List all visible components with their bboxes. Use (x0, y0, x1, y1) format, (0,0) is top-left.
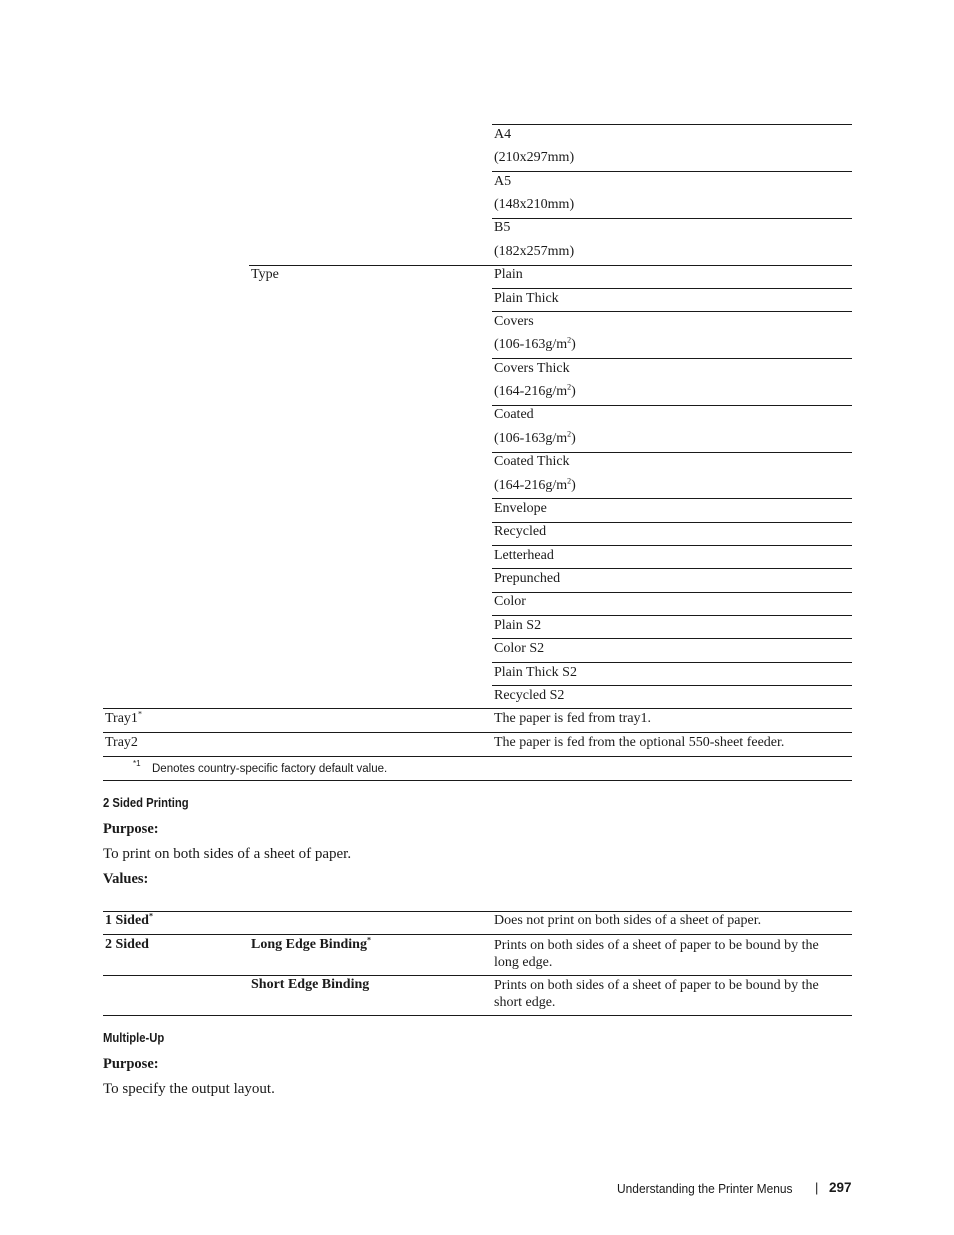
type-coated: Coated (494, 407, 534, 422)
table-rule (103, 756, 852, 757)
option-short-edge-desc: Prints on both sides of a sheet of paper to be bound by the short edge. (494, 978, 819, 1010)
type-color-s2: Color S2 (494, 641, 545, 656)
type-plain-thick: Plain Thick (494, 291, 559, 306)
table-rule (103, 1015, 852, 1016)
table-rule (103, 934, 852, 935)
tray1-label: Tray1* (105, 709, 142, 726)
footnote-text: Denotes country-specific factory default value. (152, 763, 388, 775)
type-coated-weight: $(106-163g/m^2)$ (494, 429, 576, 446)
tray2-label: Tray2 (105, 735, 138, 750)
size-a5-name: A5 (494, 174, 512, 189)
table-rule (492, 522, 852, 523)
type-label: Type (251, 267, 279, 282)
type-recycled: Recycled (494, 524, 547, 539)
option-2-sided: 2 Sided (105, 937, 149, 952)
size-b5-name: B5 (494, 220, 511, 235)
table-rule (492, 615, 852, 616)
table-rule (492, 288, 852, 289)
table-rule (492, 568, 852, 569)
type-color: Color (494, 594, 526, 609)
option-long-edge-desc: Prints on both sides of a sheet of paper to be bound by the long edge. (494, 938, 819, 970)
type-coated-thick: Coated Thick (494, 454, 570, 469)
option-short-edge-binding: Short Edge Binding (251, 977, 370, 992)
type-plain-thick-s2: Plain Thick S2 (494, 665, 577, 680)
table-rule (492, 685, 852, 686)
option-long-edge-binding: Long Edge Binding* (251, 935, 371, 952)
table-rule (103, 975, 852, 976)
type-plain: Plain (494, 267, 523, 282)
table-rule (492, 218, 852, 219)
size-a4-name: A4 (494, 127, 512, 142)
type-covers-thick-weight: $(164-216g/m^2)$ (494, 382, 576, 399)
table-rule (492, 452, 852, 453)
type-coated-thick-weight: $(164-216g/m^2)$ (494, 476, 576, 493)
table-rule (492, 124, 852, 125)
purpose-text: To print on both sides of a sheet of paper. (103, 846, 352, 862)
purpose-label: Purpose: (103, 1056, 159, 1072)
type-prepunched: Prepunched (494, 571, 561, 586)
footnote-marker: *1 (133, 759, 141, 768)
table-rule (103, 911, 852, 912)
option-1-sided: 1 Sided* (105, 911, 153, 928)
table-rule (492, 358, 852, 359)
tray2-desc: The paper is fed from the optional 550-sheet feeder. (494, 735, 785, 750)
tray1-desc: The paper is fed from tray1. (494, 711, 652, 726)
type-envelope: Envelope (494, 501, 547, 516)
size-a4-dims: (210x297mm) (494, 150, 575, 165)
section-heading-2-sided: 2 Sided Printing (103, 796, 189, 810)
table-rule (492, 498, 852, 499)
purpose-label: Purpose: (103, 821, 159, 837)
type-covers-weight: $(106-163g/m^2)$ (494, 335, 576, 352)
type-covers: Covers (494, 314, 534, 329)
size-b5-dims: (182x257mm) (494, 244, 575, 259)
type-recycled-s2: Recycled S2 (494, 688, 565, 703)
table-rule (103, 780, 852, 781)
values-label: Values: (103, 871, 149, 887)
table-rule (492, 171, 852, 172)
type-letterhead: Letterhead (494, 548, 554, 563)
table-rule (492, 638, 852, 639)
table-rule (249, 265, 852, 266)
page-number: 297 (829, 1180, 852, 1195)
table-rule (103, 708, 852, 709)
footer-section-title: Understanding the Printer Menus (617, 1181, 793, 1196)
type-covers-thick: Covers Thick (494, 361, 570, 376)
table-rule (492, 405, 852, 406)
table-rule (492, 311, 852, 312)
type-plain-s2: Plain S2 (494, 618, 542, 633)
footer-separator: | (815, 1180, 819, 1195)
table-rule (103, 732, 852, 733)
table-rule (492, 592, 852, 593)
section-heading-multiple-up: Multiple-Up (103, 1031, 165, 1045)
table-rule (492, 545, 852, 546)
purpose-text: To specify the output layout. (103, 1081, 275, 1097)
size-a5-dims: (148x210mm) (494, 197, 575, 212)
table-rule (492, 662, 852, 663)
option-1-sided-desc: Does not print on both sides of a sheet of paper. (494, 913, 762, 928)
